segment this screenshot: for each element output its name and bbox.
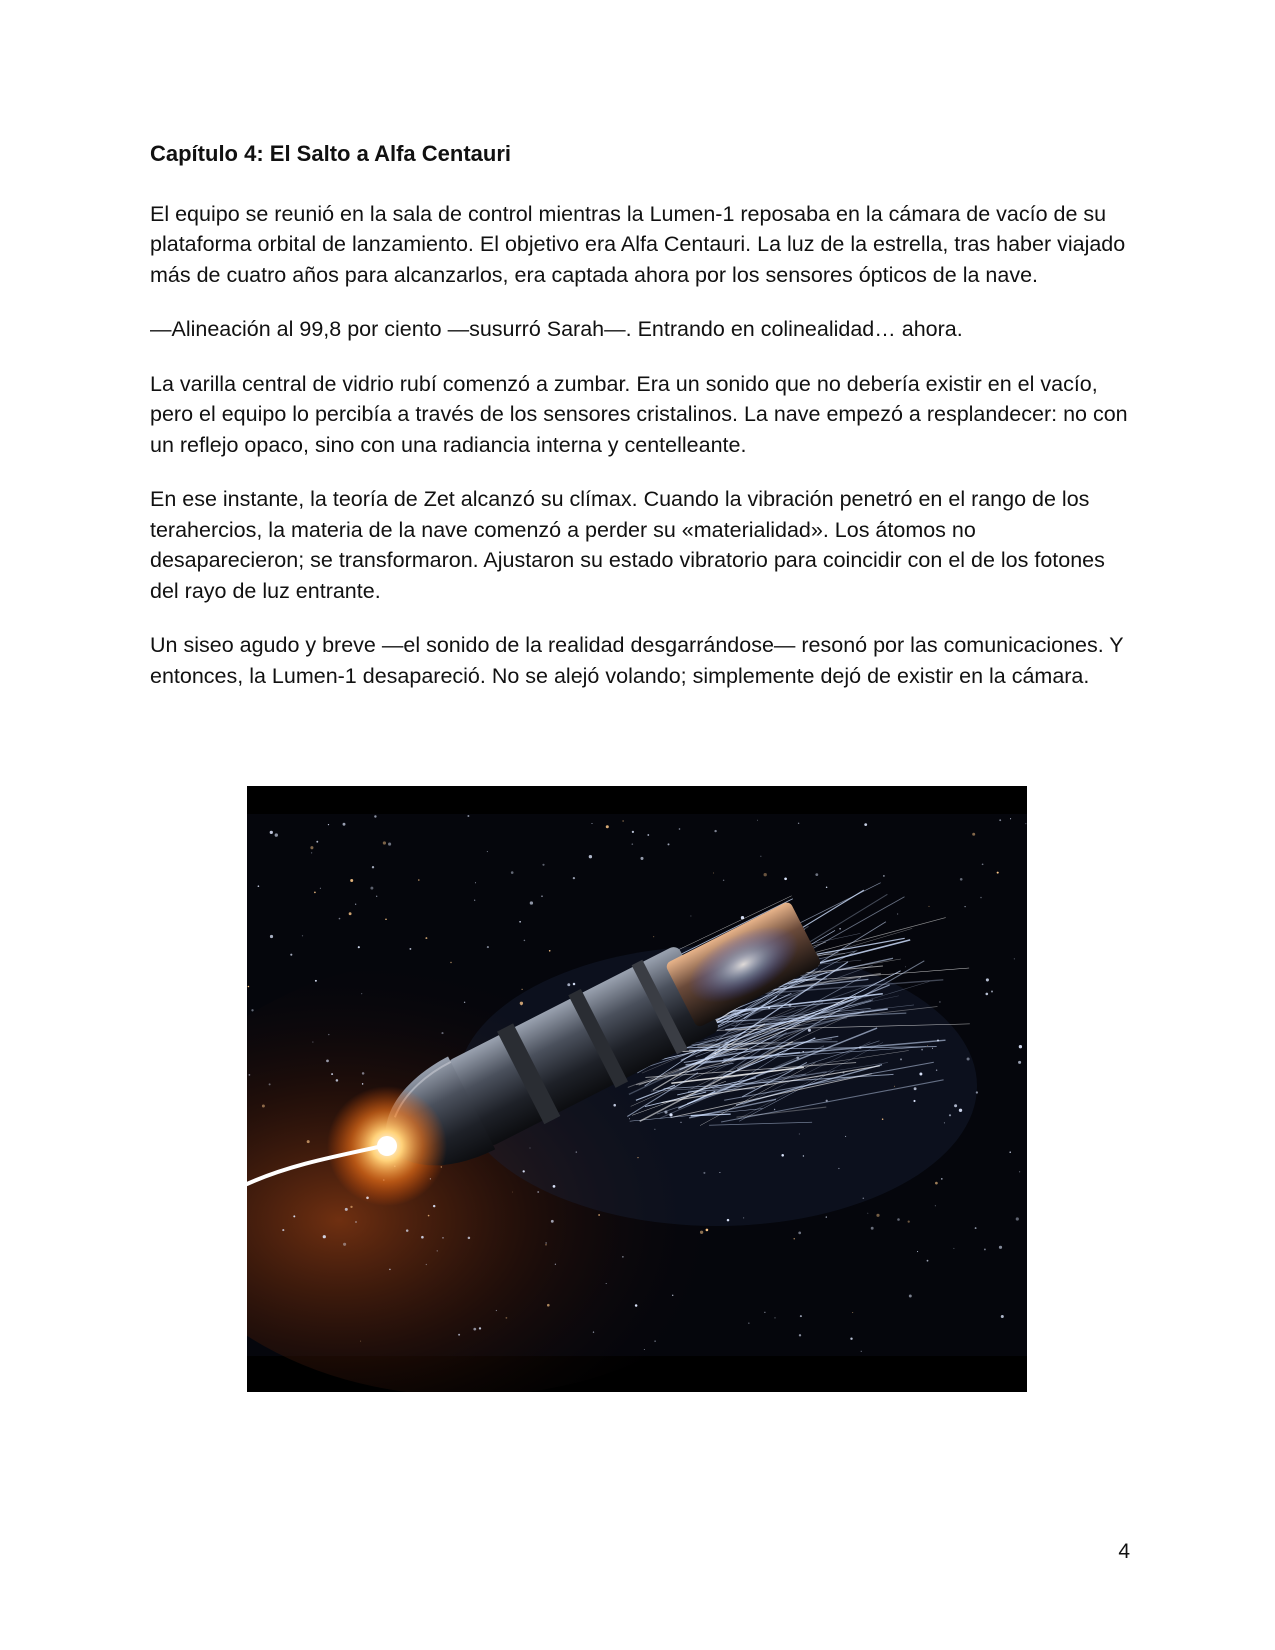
spaceship-illustration	[247, 786, 1027, 1392]
paragraph-2: —Alineación al 99,8 por ciento —susurró Sarah—. Entrando en colinealidad… ahora.	[150, 317, 963, 342]
paragraph-4: En ese instante, la teoría de Zet alcanzó su clímax. Cuando la vibración penetró en el rango de los terahercios, la materia de la nave comenzó a perder su «materialidad». Los átomos no desaparecieron; se transformaron. Ajustaron su estado vibratorio para coincidir con el de los fotones del rayo de luz entrante.	[150, 487, 1105, 603]
chapter-title: Capítulo 4: El Salto a Alfa Centauri	[150, 141, 512, 166]
paragraph-3: La varilla central de vidrio rubí comenzó a zumbar. Era un sonido que no debería existir en el vacío, pero el equipo lo percibía a través de los sensores cristalinos. La nave empezó a resplandecer: no con un reflejo opaco, sino con una radiancia interna y centelleante.	[150, 371, 1128, 457]
paragraph-5: Un siseo agudo y breve —el sonido de la realidad desgarrándose— resonó por las comunicaciones. Y entonces, la Lumen-1 desapareció. No se alejó volando; simplemente dejó de existir en la cámara.	[150, 633, 1124, 688]
paragraph-1: El equipo se reunió en la sala de control mientras la Lumen-1 reposaba en la cámara de vacío de su plataforma orbital de lanzamiento. El objetivo era Alfa Centauri. La luz de la estrella, tras haber viajado más de cuatro años para alcanzarlos, era captada ahora por los sensores ópticos de la nave.	[150, 201, 1126, 287]
text-block	[150, 140, 1130, 715]
page-number: 4	[1118, 1540, 1130, 1563]
